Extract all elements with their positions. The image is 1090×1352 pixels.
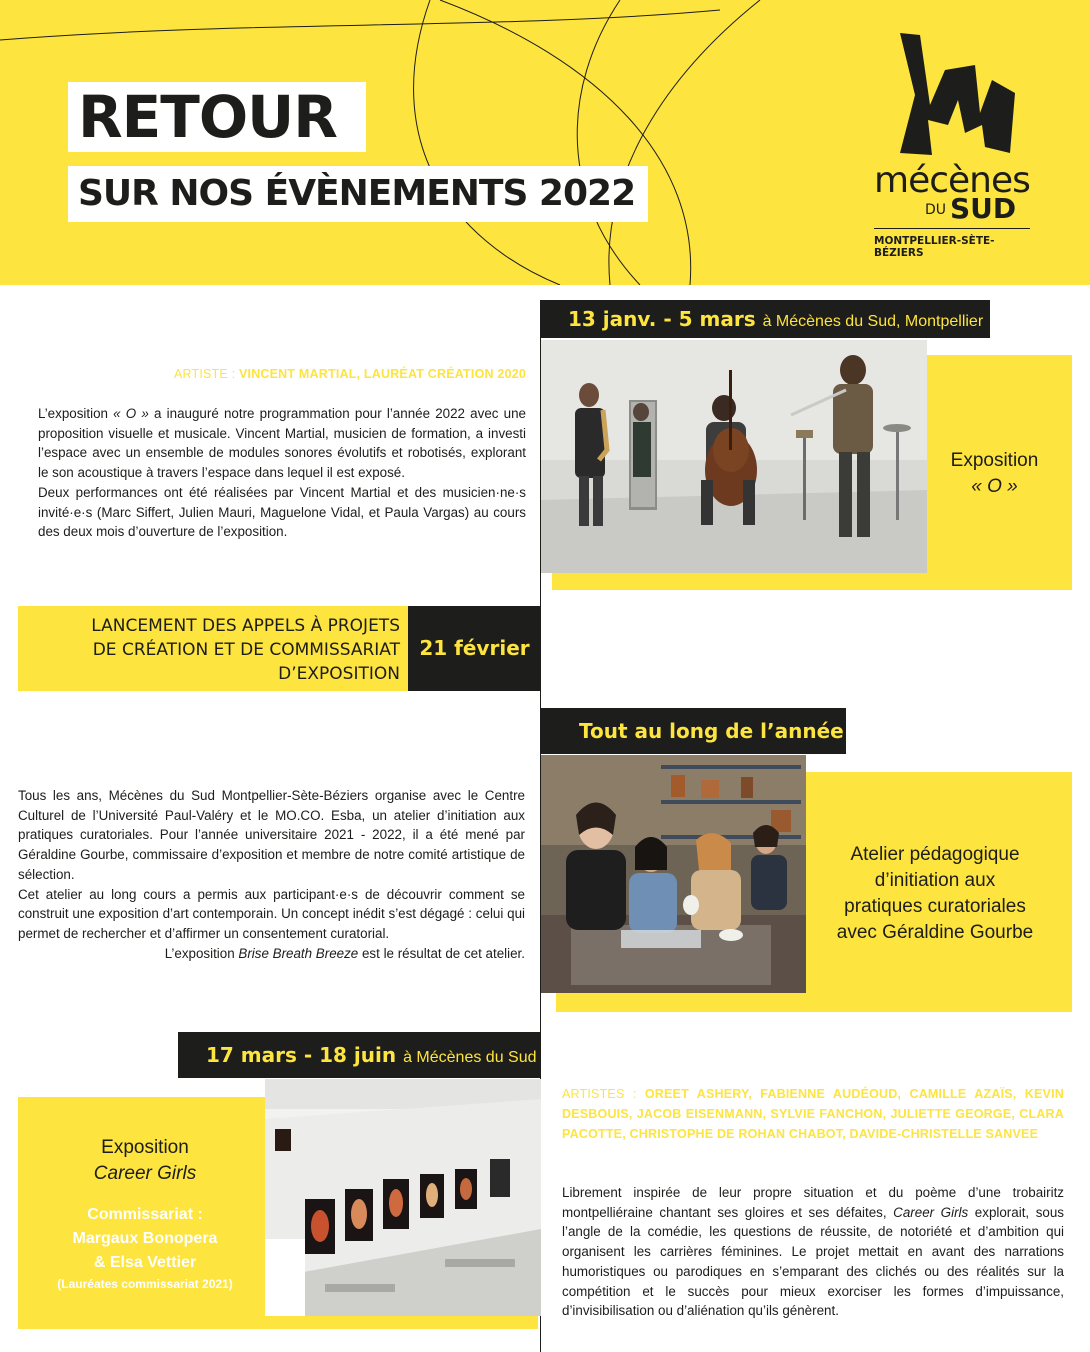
event4-card-name: Career Girls: [93, 1163, 197, 1184]
event1-artist-label: ARTISTE :: [173, 367, 236, 381]
event4-text-b: explorait, sous l’angle de la comédie, les questions de réussite, de notoriété et d’ambition qui organisent les carrières féminines. Le projet mettait en avant des narrations humoristiques ou parodiques en s’emparant des clichés ou des réalités sur la compétition et le succès pour mieux exorciser les formes d’impuissance, d’invisibilisation ou d’aliénation qu’ils génèrent.: [562, 1204, 1064, 1319]
event4-photo: [265, 1079, 541, 1316]
event4-card-title: Exposition: [101, 1137, 189, 1158]
event2-title-line2: DE CRÉATION ET DE COMMISSARIAT: [92, 640, 400, 660]
event1-venue: à Mécènes du Sud, Montpellier: [762, 313, 984, 330]
logo-sud: SUD: [950, 192, 1017, 225]
event4-card-comm-label: Commissariat :: [87, 1206, 203, 1223]
logo-word: mécènes: [874, 160, 1030, 201]
event3-description: [18, 786, 525, 963]
event3-text-p3-title: Brise Breath Breeze: [238, 945, 359, 961]
event3-card-line3: pratiques curatoriales: [844, 896, 1026, 917]
event4-description: [562, 1183, 1064, 1321]
event4-dates: 17 mars - 18 juin: [206, 1043, 397, 1067]
event4-card: [20, 1135, 270, 1293]
event4-artists: [562, 1084, 1064, 1144]
event4-card-names2: & Elsa Vettier: [93, 1254, 197, 1271]
event3-text-p2: Cet atelier au long cours a permis aux participant·e·s de découvrir comment se construit une exposition d’art contemporain. Un concept inédit s’est dégagé : celui qui permet de rechercher et d’affirmer un consentement curatorial.: [18, 886, 525, 941]
event4-card-names1: Margaux Bonopera: [72, 1230, 218, 1247]
event4-venue: à Mécènes du Sud: [403, 1049, 537, 1066]
event3-photo: [541, 755, 806, 993]
workshop-photo-image: [541, 755, 806, 993]
brand-logo: [860, 25, 1040, 259]
logo-mark-icon: [860, 25, 1040, 160]
event4-artists-names: OREET ASHERY, FABIENNE AUDÉOUD, CAMILLE AZAÏS, KEVIN DESBOUIS, JACOB EISENMANN, SYLVIE FANCHON, JULIETTE GEORGE, CLARA PACOTTE, CHRISTOPHE DE ROHAN CHABOT, DAVIDE-CHRISTELLE SANVEE: [562, 1087, 1064, 1141]
event3-text-p3: [18, 944, 525, 964]
event1-photo: [541, 340, 927, 573]
event4-text-title: Career Girls: [893, 1204, 969, 1220]
event3-date-bar: Tout au long de l’année: [541, 708, 846, 754]
event1-date-bar: [541, 300, 990, 338]
event4-artists-label: ARTISTES :: [562, 1087, 637, 1101]
event1-card-title: Exposition: [950, 450, 1039, 471]
event2-title-line1: LANCEMENT DES APPELS À PROJETS: [91, 616, 400, 636]
page-subtitle: SUR NOS ÉVÈNEMENTS 2022: [68, 166, 648, 222]
event1-card: [927, 448, 1062, 500]
event1-dates: 13 janv. - 5 mars: [568, 307, 756, 331]
logo-rule: [874, 228, 1030, 229]
event1-text-title: « O »: [113, 406, 149, 421]
event3-card-line4: avec Géraldine Gourbe: [836, 922, 1034, 943]
logo-city: MONTPELLIER-SÈTE-BÉZIERS: [874, 235, 995, 259]
event3-text-p3-b: est le résultat de cet atelier.: [361, 945, 525, 961]
event1-description: [38, 404, 526, 542]
event3-card-line1: Atelier pédagogique: [850, 844, 1020, 865]
event2-title: [20, 614, 400, 686]
event4-date-bar: [178, 1032, 541, 1078]
event1-text-p2: Deux performances ont été réalisées par Vincent Martial et des musicien·ne·s invité·e·s (Marc Siffert, Julien Mauri, Maguelone Vidal, et Paula Vargas) au cours des deux mois d’ouverture de l’exposition.: [38, 484, 526, 540]
event3-card: [806, 842, 1064, 946]
musicians-photo-image: [541, 340, 927, 573]
page-title: RETOUR: [68, 82, 366, 152]
event1-card-name: « O »: [971, 476, 1018, 497]
event1-text-b: a inauguré notre programmation pour l’année 2022 avec une proposition visuelle et musicale. Vincent Martial, musicien de formation, a investi l’espace avec un ensemble de modules sonores évolutifs et robotisés, explorant le son acoustique à travers l’espace dans lequel il est exposé.: [38, 406, 526, 481]
event1-artist-name: VINCENT MARTIAL, LAURÉAT CRÉATION 2020: [238, 367, 526, 381]
event1-text-a: L’exposition: [38, 406, 108, 421]
gallery-photo-image: [265, 1079, 541, 1316]
page-header: [0, 0, 1090, 285]
event1-artist: [100, 367, 526, 381]
event2-title-line3: D’EXPOSITION: [278, 664, 400, 684]
event4-card-note: (Lauréates commissariat 2021): [57, 1277, 233, 1291]
event3-card-line2: d’initiation aux: [874, 870, 996, 891]
event3-text-p3-a: L’exposition: [164, 945, 235, 961]
event2-date: 21 février: [408, 606, 541, 691]
event4-text-a: Librement inspirée de leur propre situation et du poème d’une trobairitz montpelliéraine chantant ses gloires et ses défaites,: [562, 1185, 1064, 1220]
logo-du: DU: [925, 202, 947, 218]
event3-text-p1: Tous les ans, Mécènes du Sud Montpellier-Sète-Béziers organise avec le Centre Culturel de l’Université Paul-Valéry et le MO.CO. Esba, un atelier d’initiation aux pratiques curatoriales. Pour l’année universitaire 2021 - 2022, il a été mené par Géraldine Gourbe, commissaire d’exposition et membre de notre comité artistique de sélection.: [18, 788, 525, 882]
